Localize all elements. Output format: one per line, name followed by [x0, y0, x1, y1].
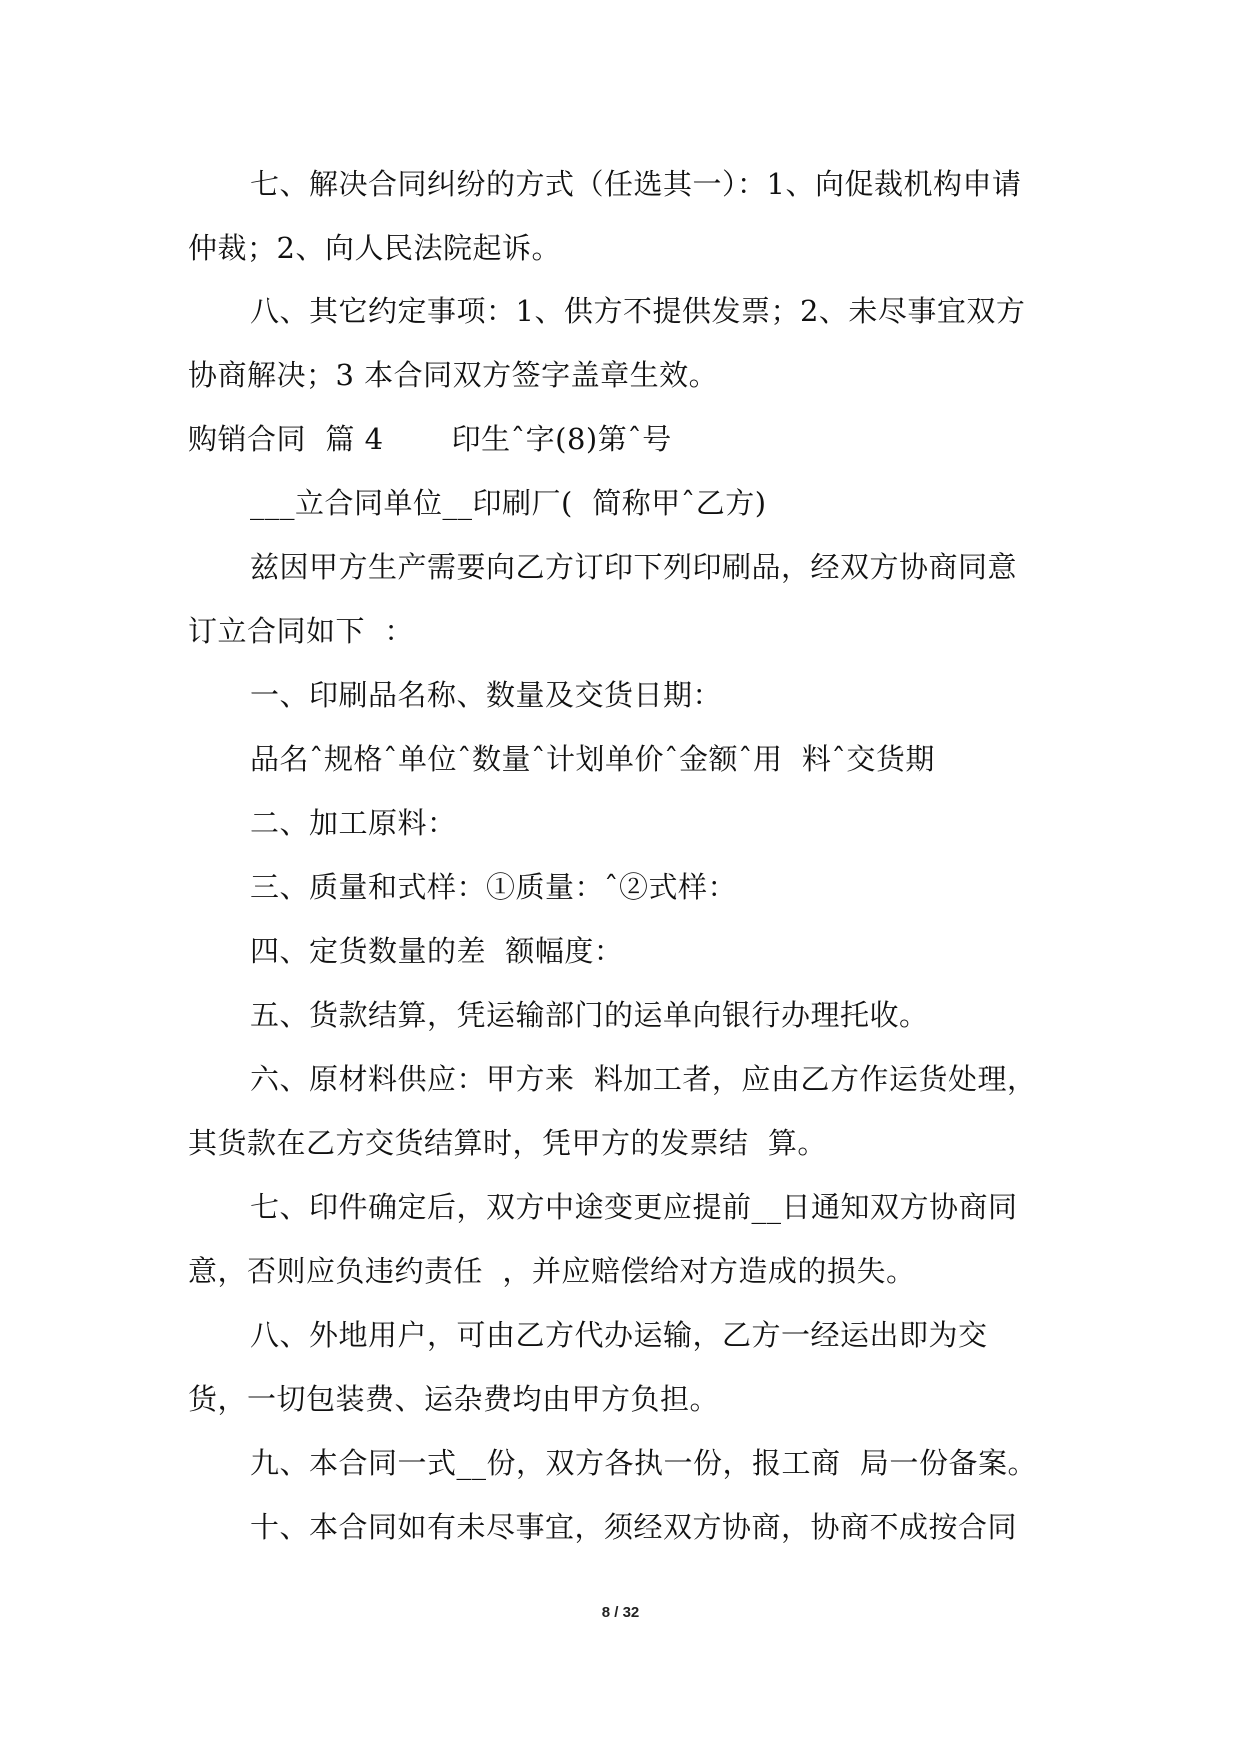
paragraph-line: 七、印件确定后，双方中途变更应提前__日通知双方协商同 — [250, 1190, 1018, 1224]
paragraph-line: 三、质量和式样：①质量：ˆ②式样： — [250, 870, 738, 904]
paragraph-line: 意，否则应负违约责任 ，并应赔偿给对方造成的损失。 — [188, 1254, 916, 1288]
paragraph-line: 货，一切包装费、运杂费均由甲方负担。 — [188, 1382, 720, 1416]
paragraph-line: 兹因甲方生产需要向乙方订印下列印刷品，经双方协商同意 — [250, 550, 1018, 584]
paragraph-line: 协商解决；3 本合同双方签字盖章生效。 — [188, 358, 719, 392]
paragraph-line: 九、本合同一式__份，双方各执一份，报工商 局一份备案。 — [250, 1446, 1037, 1480]
paragraph-line: 订立合同如下 ： — [188, 614, 414, 648]
paragraph-line: 二、加工原料： — [250, 806, 457, 840]
paragraph-line: 其货款在乙方交货结算时，凭甲方的发票结 算。 — [188, 1126, 827, 1160]
paragraph-line: 七、解决合同纠纷的方式（任选其一）：1、向促裁机构申请 — [250, 167, 1022, 201]
paragraph-line: 一、印刷品名称、数量及交货日期： — [250, 678, 723, 712]
paragraph-line: 品名ˆ规格ˆ单位ˆ数量ˆ计划单价ˆ金额ˆ用 料ˆ交货期 — [250, 742, 935, 776]
paragraph-line: 八、其它约定事项：1、供方不提供发票；2、未尽事宜双方 — [250, 294, 1026, 328]
paragraph-line: 十、本合同如有未尽事宜，须经双方协商，协商不成按合同 — [250, 1510, 1018, 1544]
paragraph-line: 四、定货数量的差 额幅度： — [250, 934, 624, 968]
paragraph-line: 六、原材料供应：甲方来 料加工者，应由乙方作运货处理， — [250, 1062, 1037, 1096]
paragraph-line: 五、货款结算，凭运输部门的运单向银行办理托收。 — [250, 998, 929, 1032]
paragraph-line: 仲裁；2、向人民法院起诉。 — [188, 231, 561, 265]
paragraph-line: 八、外地用户，可由乙方代办运输，乙方一经运出即为交 — [250, 1318, 988, 1352]
section-heading: 购销合同 篇 4 印生ˆ字(8)第ˆ号 — [188, 422, 672, 456]
paragraph-line: ___立合同单位__印刷厂( 简称甲ˆ乙方) — [250, 486, 767, 520]
page-number: 8 / 32 — [601, 1604, 640, 1621]
